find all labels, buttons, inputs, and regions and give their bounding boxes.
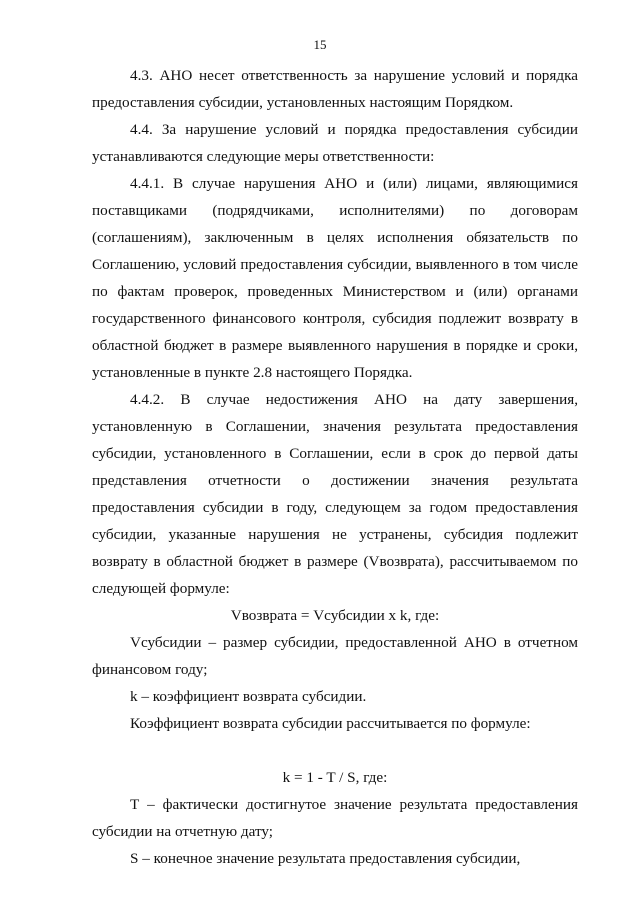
definition-s: S – конечное значение результата предоставления субсидии,	[130, 850, 521, 867]
paragraph-4-4: 4.4. За нарушение условий и порядка предоставления субсидии устанавливаются следующие меры ответственности:	[92, 121, 578, 165]
definition-k: k – коэффициент возврата субсидии.	[130, 688, 367, 705]
paragraph-4-4-1: 4.4.1. В случае нарушения АНО и (или) лицами, являющимися поставщиками (подрядчиками, исполнителями) по договорам (соглашениям), заключенным в целях исполнения обязательств по Соглашению, условий предоставления субсидии, выявленного в том числе по фактам проверок, проведенных Министерством и (или) органами государственного финансового контроля, субсидия подлежит возврату в областной бюджет в размере выявленного нарушения в порядке и сроки, установленные в пункте 2.8 настоящего Порядка.	[92, 175, 578, 381]
paragraph-4-3: 4.3. АНО несет ответственность за нарушение условий и порядка предоставления субсидии, установленных настоящим Порядком.	[92, 67, 578, 111]
definition-v-subsidy: Vсубсидии – размер субсидии, предоставленной АНО в отчетном финансовом году;	[92, 634, 578, 678]
coefficient-intro: Коэффициент возврата субсидии рассчитывается по формуле:	[130, 715, 531, 732]
definition-t: Т – фактически достигнутое значение результата предоставления субсидии на отчетную дату;	[92, 796, 578, 840]
formula-coefficient: k = 1 - T / S, где:	[282, 769, 388, 786]
document-body	[92, 62, 578, 872]
page-number: 15	[313, 37, 327, 52]
paragraph-4-4-2: 4.4.2. В случае недостижения АНО на дату завершения, установленную в Соглашении, значения результата предоставления субсидии, установленного в Соглашении, если в срок до первой даты представления отчетности о достижении значения результата предоставления субсидии в году, следующем за годом предоставления субсидии, указанные нарушения не устранены, субсидия подлежит возврату в областной бюджет в размере (Vвозврата), рассчитываемом по следующей формуле:	[92, 391, 578, 597]
formula-refund-amount: Vвозврата = Vсубсидии x k, где:	[230, 607, 440, 624]
